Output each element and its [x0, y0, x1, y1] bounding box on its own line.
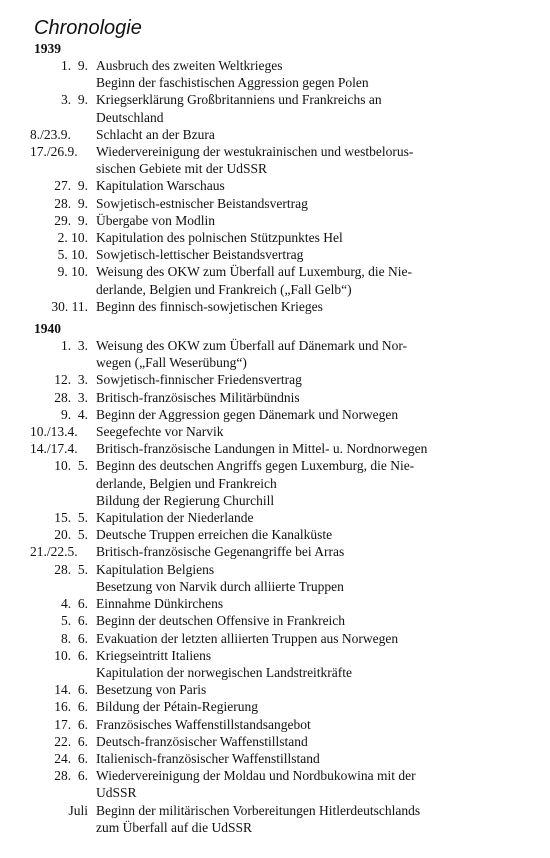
entry-date: 4. 6.: [61, 596, 88, 612]
entry-text-line: Besetzung von Paris: [96, 682, 207, 698]
chronology-entry: [0, 406, 550, 423]
chronology-entry: [0, 337, 550, 371]
entry-date: 1. 3.: [61, 338, 88, 354]
chronology-entry: [0, 177, 550, 194]
entry-text-line: Beginn der deutschen Offensive in Frankreich: [96, 613, 346, 629]
entry-text-line: Besetzung von Narvik durch alliierte Truppen: [96, 578, 344, 594]
entry-text-line: Beginn des deutschen Angriffs gegen Luxemburg, die Nie-: [96, 458, 415, 474]
entry-text-line: Deutsch-französischer Waffenstillstand: [96, 733, 308, 749]
entry-date: 5. 10.: [57, 247, 88, 263]
entry-date: 28. 9.: [54, 195, 88, 211]
entry-text-line: derlande, Belgien und Frankreich: [96, 475, 277, 491]
entry-text-line: Sowjetisch-estnischer Beistandsvertrag: [96, 195, 308, 211]
entry-date: 15. 5.: [54, 510, 88, 526]
entry-text-line: Französisches Waffenstillstandsangebot: [96, 716, 311, 732]
chronology-entry: [0, 750, 550, 767]
entry-text-line: Bildung der Regierung Churchill: [96, 492, 275, 508]
chronology-entry: [0, 526, 550, 543]
entry-date: 28. 3.: [54, 389, 88, 405]
chronology-entry: [0, 126, 550, 143]
entry-text-line: Sowjetisch-finnischer Friedensvertrag: [96, 372, 302, 388]
chronology-entry: [0, 57, 550, 91]
chronology-entry: [0, 298, 550, 315]
entry-text-line: Kapitulation Warschaus: [96, 178, 225, 194]
entry-text-line: Deutsche Truppen erreichen die Kanalküste: [96, 527, 333, 543]
entry-text-line: Seegefechte vor Narvik: [96, 424, 224, 440]
chronology-entry: [0, 543, 550, 560]
entry-date: 1. 9.: [61, 58, 88, 73]
chronology-entry: [0, 630, 550, 647]
entry-date: 28. 6.: [54, 768, 88, 784]
chronology-entry: [0, 91, 550, 125]
entry-text-line: Sowjetisch-lettischer Beistandsvertrag: [96, 247, 304, 263]
entry-text-line: UdSSR: [96, 785, 137, 801]
entry-date: 21./22.5.: [30, 544, 78, 560]
chronology-entry: [0, 802, 550, 836]
entry-date: 10. 6.: [54, 647, 88, 663]
entry-date: 9. 10.: [57, 264, 88, 280]
entry-text-line: zum Überfall auf die UdSSR: [96, 819, 252, 835]
entry-text-line: derlande, Belgien und Frankreich („Fall Gelb“): [96, 281, 352, 297]
chronology-entry: [0, 647, 550, 681]
entry-date: 5. 6.: [61, 613, 88, 629]
entry-date: 16. 6.: [54, 699, 88, 715]
entry-date: 10./13.4.: [30, 424, 78, 440]
chronology-entry: [0, 371, 550, 388]
entry-date: 14./17.4.: [30, 441, 78, 457]
entry-date: 2. 10.: [57, 230, 88, 246]
entry-text-line: Britisch-französisches Militärbündnis: [96, 389, 300, 405]
entry-text-line: Kriegserklärung Großbritanniens und Frankreichs an: [96, 92, 382, 108]
entry-text-line: Kapitulation des polnischen Stützpunktes Hel: [96, 230, 343, 246]
entry-date: 17. 6.: [54, 716, 88, 732]
chronology-entry: [0, 595, 550, 612]
entry-date: Juli: [68, 802, 88, 818]
entry-text-line: Britisch-französische Gegenangriffe bei Arras: [96, 544, 345, 560]
chronology-entry: [0, 195, 550, 212]
chronology-entry: [0, 457, 550, 509]
entry-date: 28. 5.: [54, 561, 88, 577]
entry-date: 9. 4.: [61, 406, 88, 422]
chronology-entry: [0, 440, 550, 457]
chronology-entry: [0, 698, 550, 715]
entry-text-line: Italienisch-französischer Waffenstillstand: [96, 750, 320, 766]
entry-date: 27. 9.: [54, 178, 88, 194]
entry-text-line: Weisung des OKW zum Überfall auf Dänemark und Nor-: [96, 338, 408, 354]
entry-date: 3. 9.: [61, 92, 88, 108]
entry-date: 22. 6.: [54, 733, 88, 749]
entry-text-line: Beginn des finnisch-sowjetischen Krieges: [96, 298, 323, 314]
entry-text-line: Britisch-französische Landungen in Mittel- u. Nordnorwegen: [96, 441, 428, 457]
entry-text-line: Wiedervereinigung der Moldau und Nordbukowina mit der: [96, 768, 416, 784]
entry-date: 30. 11.: [51, 298, 88, 314]
chronology-entry: [0, 423, 550, 440]
chronology-entry: [0, 246, 550, 263]
chronology-entry: [0, 733, 550, 750]
chronology-entry: [0, 561, 550, 595]
entry-date: 10. 5.: [54, 458, 88, 474]
entry-date: 14. 6.: [54, 682, 88, 698]
entry-text-line: sischen Gebiete mit der UdSSR: [96, 161, 267, 177]
entry-text-line: Kapitulation Belgiens: [96, 561, 215, 577]
entry-date: 29. 9.: [54, 212, 88, 228]
chronology-entry: [0, 509, 550, 526]
chronology-entry: [0, 612, 550, 629]
chronology-entry: [0, 681, 550, 698]
year-heading: 1939: [34, 41, 61, 56]
entry-text-line: Einnahme Dünkirchens: [96, 596, 224, 612]
entry-text-line: Schlacht an der Bzura: [96, 126, 215, 142]
entry-text-line: Kapitulation der norwegischen Landstreitkräfte: [96, 664, 353, 680]
entry-date: 8./23.9.: [30, 126, 71, 142]
chronology-entry: [0, 389, 550, 406]
chronology-entry: [0, 143, 550, 177]
chronology-entry: [0, 212, 550, 229]
chronology-entry: [0, 263, 550, 297]
page-title: Chronologie: [34, 17, 142, 39]
entry-text-line: Kapitulation der Niederlande: [96, 510, 254, 526]
entry-date: 8. 6.: [61, 630, 88, 646]
chronology-entry: [0, 229, 550, 246]
entry-text-line: Beginn der Aggression gegen Dänemark und Norwegen: [96, 406, 399, 422]
entry-text-line: Übergabe von Modlin: [96, 212, 215, 228]
entry-text-line: Weisung des OKW zum Überfall auf Luxemburg, die Nie-: [96, 264, 412, 280]
entry-text-line: wegen („Fall Weserübung“): [96, 355, 247, 371]
entry-date: 20. 5.: [54, 527, 88, 543]
entry-text-line: Ausbruch des zweiten Weltkrieges: [96, 58, 283, 73]
entry-text-line: Wiedervereinigung der westukrainischen und westbelorus-: [96, 144, 414, 160]
chronology-list: [0, 40, 550, 836]
entry-text-line: Deutschland: [96, 109, 164, 125]
entry-text-line: Evakuation der letzten alliierten Truppen aus Norwegen: [96, 630, 399, 646]
chronology-entry: [0, 716, 550, 733]
entry-text-line: Beginn der faschistischen Aggression gegen Polen: [96, 75, 369, 91]
entry-date: 12. 3.: [54, 372, 88, 388]
entry-text-line: Beginn der militärischen Vorbereitungen Hitlerdeutschlands: [96, 802, 421, 818]
entry-date: 17./26.9.: [30, 144, 78, 160]
chronology-entry: [0, 767, 550, 801]
entry-date: 24. 6.: [54, 750, 88, 766]
entry-text-line: Bildung der Pétain-Regierung: [96, 699, 258, 715]
year-heading: 1940: [34, 321, 61, 337]
entry-text-line: Kriegseintritt Italiens: [96, 647, 212, 663]
